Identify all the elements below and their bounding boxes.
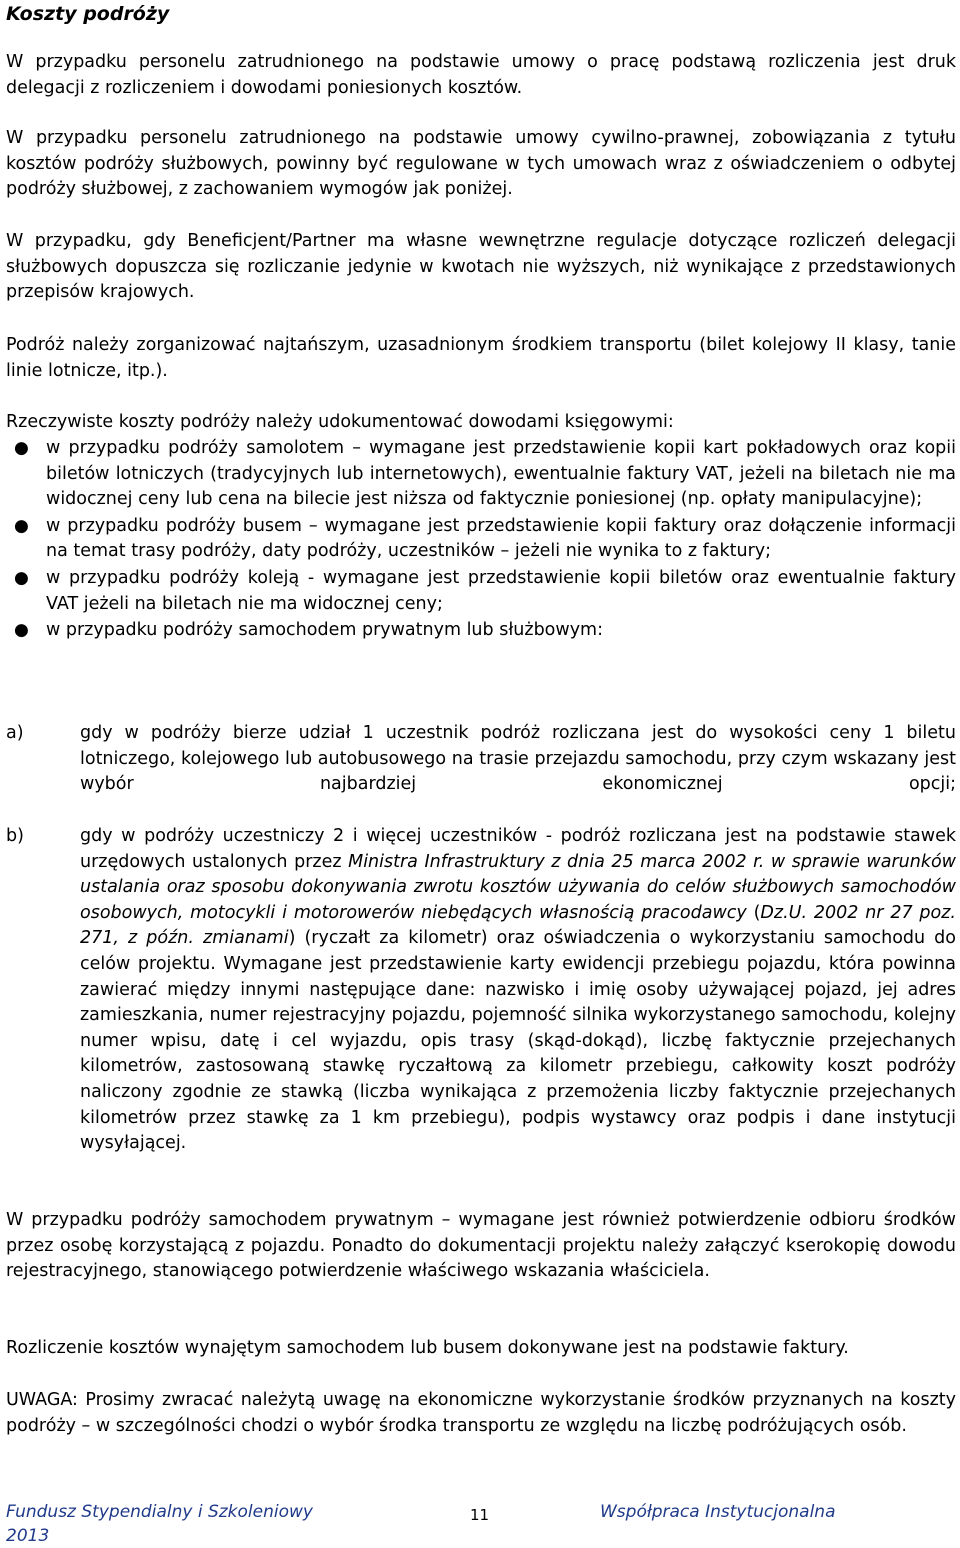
enum-item-b xyxy=(6,824,956,1157)
list-item: ● w przypadku podróży koleją - wymagane jest przedstawienie kopii biletów oraz ewentualnie faktury VAT jeżeli na biletach nie ma widocznej ceny; xyxy=(14,567,956,614)
enum-item-a xyxy=(6,721,956,798)
page-title: Koszty podróży xyxy=(6,3,170,25)
footer-program-name: Fundusz Stypendialny i Szkoleniowy 2013 xyxy=(6,1502,313,1546)
page-number: 11 xyxy=(470,1506,490,1524)
enum-text: gdy w podróży uczestniczy 2 i więcej uczestników - podróż rozliczana jest na podstawie stawek urzędowych ustalonych przez Ministra Infrastruktury z dnia 25 marca 2002 r. w sprawie warunków ustalania oraz sposobu dokonywania zwrotu kosztów używania do celów służbowych samochodów osobowych, motocykli i motorowerów niebędących własnością pracodawcy (Dz.U. 2002 nr 27 poz. 271, z późn. zmianami) (ryczałt za kilometr) oraz oświadczenia o wykorzystaniu samochodu do celów projektu. Wymagane jest przedstawienie karty ewidencji przebiegu pojazdu, która powinna zawierać między innymi następujące dane: nazwisko i imię osoby używającej pojazd, jej adres zamieszkania, numer rejestracyjny pojazdu, pojemność silnika wykorzystanego samochodu, kolejny numer wpisu, datę i cel wyjazdu, opis trasy (skąd-dokąd), liczbę faktycznie przejechanych kilometrów, zastosowaną stawkę ryczałtową za kilometr przebiegu, całkowity koszt podróży naliczony zgodnie ze stawką (liczba wynikająca z przemożenia liczby faktycznie przejechanych kilometrów przez stawkę za 1 km przebiegu), podpis wystawcy oraz podpis i dane instytucji wysyłającej. xyxy=(80,826,956,1154)
enum-text: gdy w podróży bierze udział 1 uczestnik podróż rozliczana jest do wysokości ceny 1 biletu lotniczego, kolejowego lub autobusowego na trasie przejazdu samochodu, przy czym wskazany jest wybór najbardziej ekonomicznej opcji; xyxy=(80,723,956,795)
paragraph-umowa-cywilno-prawna: W przypadku personelu zatrudnionego na podstawie umowy cywilno-prawnej, zobowiązania z tytułu kosztów podróży służbowych, powinny być regulowane w tych umowach wraz z oświadczeniem o odbytej podróży służbowej, z zachowaniem wymogów jak poniżej. xyxy=(6,128,956,200)
enum-label: b) xyxy=(6,826,24,846)
bullet-icon: ● xyxy=(14,515,29,536)
bullet-icon: ● xyxy=(14,567,29,588)
list-item: ● w przypadku podróży samochodem prywatnym lub służbowym: xyxy=(6,618,956,644)
paragraph-najtanszy-transport: Podróż należy zorganizować najtańszym, uzasadnionym środkiem transportu (bilet kolejowy II klasy, tanie linie lotnicze, itp.). xyxy=(6,335,956,381)
paragraph-uwaga: UWAGA: Prosimy zwracać należytą uwagę na ekonomiczne wykorzystanie środków przyznanych na koszty podróży – w szczególności chodzi o wybór środka transportu ze względu na liczbę podróżujących osób. xyxy=(6,1390,956,1436)
paragraph-wynajety-samochod: Rozliczenie kosztów wynajętym samochodem lub busem dokonywane jest na podstawie faktury. xyxy=(6,1338,849,1358)
paragraph-umowa-o-prace: W przypadku personelu zatrudnionego na podstawie umowy o pracę podstawą rozliczenia jest druk delegacji z rozliczeniem i dowodami poniesionych kosztów. xyxy=(6,52,956,98)
list-item: ● w przypadku podróży samolotem – wymagane jest przedstawienie kopii kart pokładowych oraz kopii biletów lotniczych (tradycyjnych lub internetowych), ewentualnie faktury VAT, jeżeli na biletach nie ma widocznej ceny lub cena na bilecie jest niższa od faktycznie poniesionej (np. opłaty manipulacyjne); xyxy=(14,438,956,510)
paragraph-regulacje-wewnetrzne: W przypadku, gdy Beneficjent/Partner ma własne wewnętrzne regulacje dotyczące rozliczeń delegacji służbowych dopuszcza się rozliczanie jedynie w kwotach nie wyższych, niż wynikające z przedstawionych przepisów krajowych. xyxy=(6,231,956,303)
paragraph-dowody-ksiegowe: Rzeczywiste koszty podróży należy udokumentować dowodami księgowymi: xyxy=(6,412,674,432)
list-item: ● w przypadku podróży busem – wymagane jest przedstawienie kopii faktury oraz dołączenie informacji na temat trasy podróży, daty podróży, uczestników – jeżeli nie wynika to z faktury; xyxy=(14,515,956,562)
paragraph-samochod-prywatny: W przypadku podróży samochodem prywatnym – wymagane jest również potwierdzenie odbioru środków przez osobę korzystającą z pojazdu. Ponadto do dokumentacji projektu należy załączyć kserokopię dowodu rejestracyjnego, stanowiącego potwierdzenie właściwego wskazania właściciela. xyxy=(6,1210,956,1282)
bullet-icon: ● xyxy=(14,438,29,458)
footer-section-name: Współpraca Instytucjonalna xyxy=(600,1502,836,1522)
bullet-icon: ● xyxy=(14,620,29,641)
enum-label: a) xyxy=(6,723,24,743)
transport-bullet-list xyxy=(6,436,956,644)
